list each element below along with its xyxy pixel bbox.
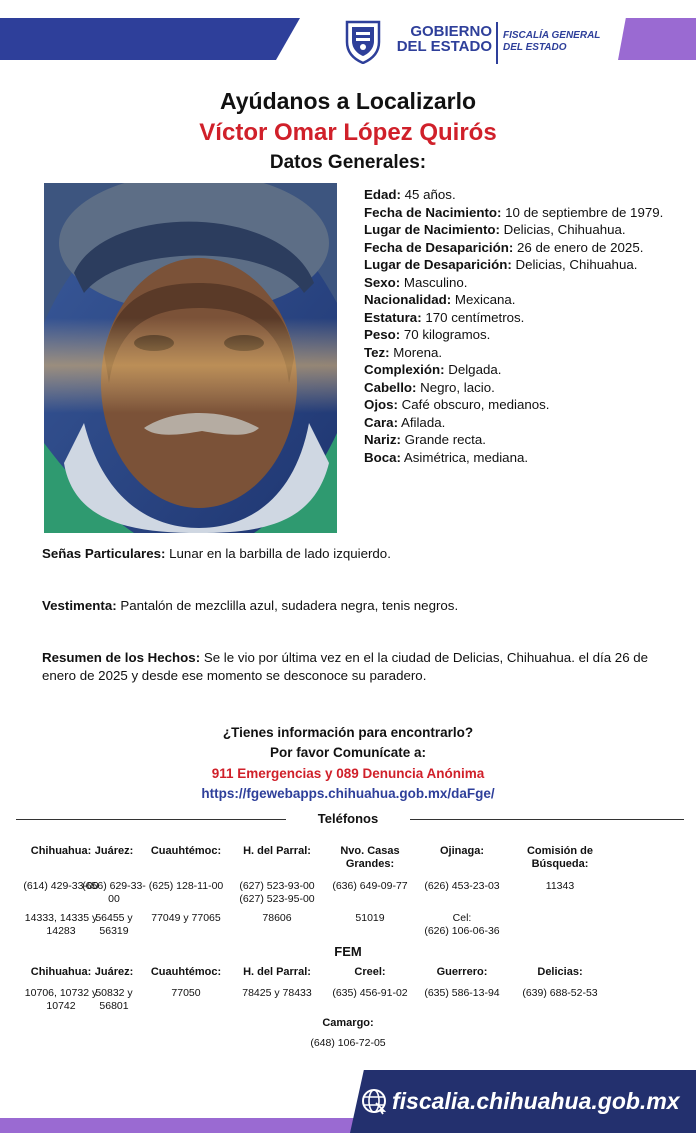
- phone-city-header: Comisión de Búsqueda:: [526, 845, 593, 870]
- detail-row: [364, 396, 664, 414]
- detail-label: Nariz:: [364, 432, 401, 447]
- detail-value: 26 de enero de 2025.: [513, 239, 644, 255]
- resumen-label: Resumen de los Hechos:: [42, 650, 201, 665]
- senas-value: Lunar en la barbilla de lado izquierdo.: [165, 546, 391, 561]
- phone-extension: 14333, 14335 y 14283: [24, 912, 98, 937]
- detail-value: Delicias, Chihuahua.: [511, 257, 638, 272]
- fem-title: FEM: [334, 944, 362, 959]
- gov-line2: DEL ESTADO: [396, 38, 492, 55]
- contact-please: Por favor Comunícate a:: [269, 745, 427, 760]
- fem-number: (639) 688-52-53: [522, 987, 598, 999]
- report-link[interactable]: https://fgewebapps.chihuahua.gob.mx/daFge/: [201, 786, 495, 801]
- phone-city-header: Chihuahua:: [30, 845, 92, 857]
- detail-value: Mexicana.: [451, 292, 516, 307]
- detail-row: [364, 221, 664, 239]
- phone-number: (627) 523-93-00 (627) 523-95-00: [239, 880, 315, 905]
- vestimenta-value: Pantalón de mezclilla azul, sudadera negra, tenis negros.: [116, 598, 459, 613]
- fiscalia-line1: FISCALÍA GENERAL: [503, 30, 601, 41]
- fem-city-header: Cuauhtémoc:: [150, 966, 222, 978]
- detail-value: 45 años.: [400, 187, 456, 202]
- phone-extension: 78606: [262, 912, 292, 924]
- fem-city-header: Delicias:: [537, 966, 583, 978]
- detail-row: [364, 274, 664, 292]
- details-list: [364, 186, 664, 466]
- fem-number: (635) 586-13-94: [424, 987, 500, 999]
- telefonos-title: Teléfonos: [317, 811, 379, 826]
- detail-label: Complexión:: [364, 362, 445, 377]
- detail-label: Lugar de Nacimiento:: [364, 222, 500, 237]
- detail-row: [364, 361, 664, 379]
- detail-row: [364, 449, 664, 467]
- camargo-label: Camargo:: [322, 1017, 374, 1029]
- phone-city-header: Cuauhtémoc:: [150, 845, 222, 857]
- senas-label: Señas Particulares:: [42, 546, 166, 561]
- detail-value: Negro, lacio.: [416, 379, 495, 395]
- detail-row: [364, 239, 664, 257]
- detail-row: [364, 344, 664, 362]
- help-title: Ayúdanos a Localizarlo: [219, 88, 477, 114]
- detail-label: Boca:: [364, 449, 401, 465]
- detail-value: Morena.: [389, 344, 443, 360]
- detail-label: Sexo:: [364, 274, 401, 290]
- detail-row: [364, 379, 664, 397]
- detail-label: Fecha de Desaparición:: [364, 239, 514, 255]
- state-shield-icon: [344, 18, 382, 64]
- detail-value: Delgada.: [444, 362, 502, 377]
- header-blue-band: [0, 18, 300, 60]
- fiscalia-logo-text: [503, 30, 600, 54]
- fem-number: 77050: [171, 987, 201, 999]
- detail-value: 10 de septiembre de 1979.: [501, 204, 664, 220]
- phone-number: (614) 429-33-00: [23, 880, 99, 892]
- resumen-value: Se le vio por última vez en el la ciudad de Delicias, Chihuahua. el día 26 de enero de 2025 y desde ese momento se desconoce su paradero.: [42, 650, 649, 683]
- contact-question: ¿Tienes información para encontrarlo?: [222, 725, 474, 740]
- detail-label: Tez:: [364, 344, 390, 360]
- fem-number: 50832 y 56801: [95, 987, 133, 1012]
- detail-label: Cabello:: [364, 379, 417, 395]
- vestimenta-label: Vestimenta:: [42, 598, 117, 613]
- detail-row: [364, 186, 664, 204]
- person-photo: [44, 183, 337, 533]
- globe-icon: [360, 1087, 388, 1115]
- fem-number: 10706, 10732 y 10742: [24, 987, 98, 1012]
- phone-city-header: Nvo. Casas Grandes:: [340, 845, 400, 870]
- fem-city-header: H. del Parral:: [243, 966, 311, 978]
- footer-website[interactable]: fiscalia.chihuahua.gob.mx: [392, 1088, 680, 1114]
- detail-row: [364, 326, 664, 344]
- detail-row: [364, 431, 664, 449]
- phone-city-header: Juárez:: [94, 845, 134, 857]
- person-name: Víctor Omar López Quirós: [199, 119, 497, 146]
- camargo-phone: (648) 106-72-05: [310, 1037, 386, 1049]
- detail-value: Masculino.: [400, 274, 468, 290]
- detail-row: [364, 291, 664, 309]
- fem-city-header: Chihuahua:: [30, 966, 92, 978]
- gov-line1: GOBIERNO: [410, 23, 492, 40]
- fem-number: (635) 456-91-02: [332, 987, 408, 999]
- vestimenta: [42, 597, 662, 615]
- detail-value: Asimétrica, mediana.: [400, 449, 529, 465]
- gobierno-logo-text: [390, 24, 492, 54]
- phone-extension: Cel: (626) 106-06-36: [424, 912, 500, 937]
- fem-city-header: Creel:: [354, 966, 386, 978]
- footer-purple-band: [0, 1118, 380, 1133]
- fiscalia-line2: DEL ESTADO: [503, 42, 567, 53]
- detail-value: Afilada.: [398, 414, 446, 430]
- detail-label: Estatura:: [364, 309, 422, 325]
- detail-label: Edad:: [364, 187, 401, 202]
- fem-city-header: Juárez:: [94, 966, 134, 978]
- detail-label: Peso:: [364, 327, 401, 342]
- detail-value: Grande recta.: [400, 432, 486, 447]
- detail-value: 170 centímetros.: [421, 309, 525, 325]
- logo-separator: [496, 22, 498, 64]
- phone-number: (636) 649-09-77: [332, 880, 408, 892]
- general-data-title: Datos Generales:: [269, 152, 427, 173]
- header-purple-band: [618, 18, 696, 60]
- fem-number: 78425 y 78433: [242, 987, 312, 999]
- detail-label: Nacionalidad:: [364, 292, 452, 307]
- detail-row: [364, 204, 664, 222]
- detail-row: [364, 414, 664, 432]
- emergency-numbers: 911 Emergencias y 089 Denuncia Anónima: [211, 766, 485, 781]
- phone-extension: 51019: [355, 912, 385, 924]
- phone-extension: 77049 y 77065: [151, 912, 221, 924]
- phone-extension: 56455 y 56319: [95, 912, 133, 937]
- fem-city-header: Guerrero:: [436, 966, 488, 978]
- detail-row: [364, 256, 664, 274]
- detail-label: Ojos:: [364, 397, 398, 412]
- phone-number: (626) 453-23-03: [424, 880, 500, 892]
- detail-value: Delicias, Chihuahua.: [499, 222, 626, 237]
- resumen-hechos: [42, 649, 662, 685]
- detail-value: Café obscuro, medianos.: [397, 397, 550, 412]
- phone-city-header: Ojinaga:: [439, 845, 484, 857]
- senas-particulares: [42, 545, 662, 563]
- detail-value: 70 kilogramos.: [400, 327, 491, 342]
- phone-number: (656) 629-33-00: [82, 880, 146, 905]
- detail-label: Cara:: [364, 414, 398, 430]
- detail-row: [364, 309, 664, 327]
- phone-number: (625) 128-11-00: [148, 880, 224, 892]
- phone-city-header: H. del Parral:: [243, 845, 311, 857]
- detail-label: Lugar de Desaparición:: [364, 257, 512, 272]
- phone-number: 11343: [545, 880, 575, 892]
- detail-label: Fecha de Nacimiento:: [364, 204, 502, 220]
